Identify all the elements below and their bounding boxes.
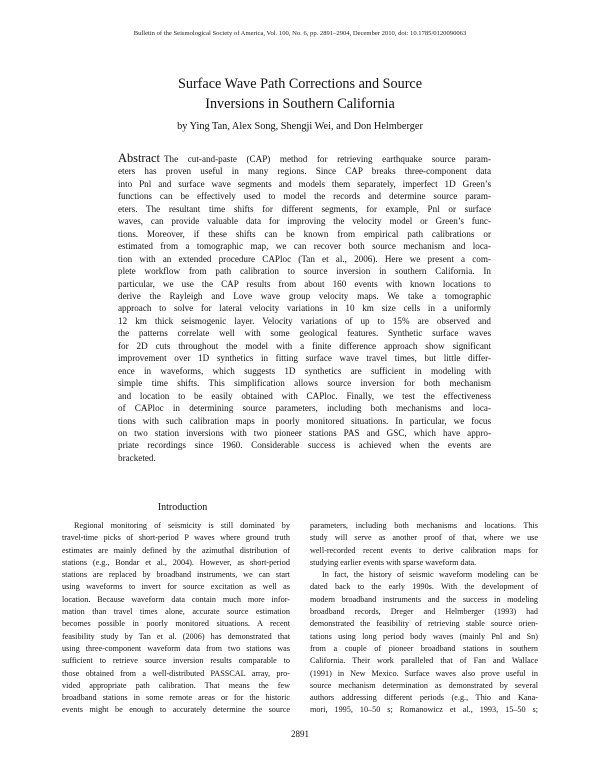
abstract-line: improvement over 1D synthetics in fitting surface wave travel times, but little differ-: [118, 353, 491, 364]
abstract-line: Abstract The cut-and-paste (CAP) method for retrieving earthquake source param-: [118, 151, 491, 165]
body-line: demonstrated the feasibility of retrieving stable source orien-: [310, 619, 538, 629]
body-line: using waveforms to invert for source excitation as well as: [62, 582, 290, 592]
abstract: [118, 152, 491, 464]
body-line: modern broadband instruments and the success in modeling: [310, 594, 538, 604]
abstract-line: on two station inversions with two pioneer stations PAS and GSC, which have appro-: [118, 427, 491, 438]
body-line: events might be enough to accurately determine the source: [62, 705, 290, 715]
abstract-line: waves, can provide valuable data for improving the velocity model or Green’s func-: [118, 216, 491, 227]
body-line: California. Their work paralleled that of Fan and Wallace: [310, 656, 538, 666]
abstract-line: for 2D cuts throughout the model with a finite difference approach show significant: [118, 340, 491, 351]
body-line: source mechanism determination as demonstrated by several: [310, 680, 538, 690]
body-line: broadband records, Dreger and Helmberger (1993) had: [310, 607, 538, 617]
body-column-right: [310, 520, 538, 717]
body-line: tations using long period body waves (mainly Pnl and Sn): [310, 631, 538, 641]
paper-title: [0, 74, 600, 114]
body-line: using three-component waveform data from two stations was: [62, 643, 290, 653]
abstract-line: tions with such calibration maps in poorly monitored situations. In particular, we focus: [118, 415, 491, 426]
author-list: by Ying Tan, Alex Song, Shengji Wei, and Don Helmberger: [177, 121, 423, 132]
body-line: broadband stations in some remote areas or for the historic: [62, 693, 290, 703]
body-line: those obtained from a well-distributed PASSCAL array, pro-: [62, 668, 290, 678]
page-number: 2891: [291, 729, 309, 739]
section-heading-introduction: Introduction: [157, 502, 208, 513]
body-line: travel-time picks of short-period P waves where ground truth: [62, 533, 290, 543]
abstract-line: eters has proven useful in many regions. Since CAP breaks three-component data: [118, 166, 491, 177]
abstract-line: the patterns correlate well with some geological features. Synthetic surface waves: [118, 328, 491, 339]
body-column-left: [62, 520, 290, 717]
body-line: studying earlier events with sparse waveform data.: [310, 557, 477, 567]
abstract-line: priate recordings since 1960. Considerable success is achieved when the events are: [118, 440, 491, 451]
abstract-line: ence in waveforms, which suggests 1D synthetics are sufficient in modeling with: [118, 365, 491, 376]
body-line: feasibility study by Tan et al. (2006) has demonstrated that: [62, 631, 290, 641]
abstract-line: tions. Moreover, if these shifts can be known from empirical path calibrations or: [118, 228, 491, 239]
title-line-2: Inversions in Southern California: [205, 96, 395, 112]
body-line: mation than travel times alone, accurate source estimation: [62, 607, 290, 617]
abstract-line: functions can be effectively used to model the records and determine source param-: [118, 191, 491, 202]
abstract-line: approach to solve for lateral velocity variations in 10 km size cells in a uniformly: [118, 303, 491, 314]
abstract-line: into Pnl and surface wave segments and models them separately, imperfect 1D Green’s: [118, 178, 491, 189]
journal-header: Bulletin of the Seismological Society of America, Vol. 100, No. 6, pp. 2891–2904, December 2010, doi: 10.1785/0120090063: [133, 30, 467, 37]
abstract-line: simple time shifts. This simplification allows source inversion for both mechanism: [118, 378, 491, 389]
body-line: stations are replaced by broadband instruments, we can start: [62, 570, 290, 580]
abstract-line: plete workflow from path calibration to source inversion in southern California. In: [118, 266, 491, 277]
body-line: parameters, including both mechanisms and locations. This: [310, 521, 538, 530]
body-line: well-recorded recent events to derive calibration maps for: [310, 545, 538, 555]
abstract-line: particular, we use the CAP results from about 160 events with known locations to: [118, 278, 491, 289]
abstract-line: 12 km thick seismogenic layer. Velocity variations of up to 15% are observed and: [118, 315, 491, 326]
body-line: authors addressing different periods (e.g., Thio and Kana-: [310, 693, 538, 703]
abstract-line: derive the Rayleigh and Love wave group velocity maps. We take a tomographic: [118, 290, 491, 301]
title-line-1: Surface Wave Path Corrections and Source: [177, 76, 423, 92]
abstract-line: bracketed.: [118, 452, 156, 463]
body-line: from a couple of pioneer broadband stations in southern: [310, 643, 538, 653]
abstract-line: tion with an extended procedure CAPloc (Tan et al., 2006). Here we present a com-: [118, 253, 491, 264]
body-line: estimates are mainly defined by the azimuthal distribution of: [62, 545, 290, 555]
body-line: In fact, the history of seismic waveform modeling can be: [322, 570, 538, 580]
abstract-line: eters. The resultant time shifts for different segments, for example, Pnl or surface: [118, 203, 491, 214]
body-line: becomes possible in poorly monitored situations. A recent: [62, 619, 290, 629]
body-line: study will serve as another proof of that, where we use: [310, 533, 538, 543]
body-line: location. Because waveform data contain much more infor-: [62, 594, 290, 604]
body-line: mori, 1995, 10–50 s; Romanowicz et al., 1993, 15–50 s;: [310, 705, 538, 715]
body-line: Regional monitoring of seismicity is still dominated by: [74, 521, 290, 530]
body-line: stations (e.g., Bondar et al., 2004). However, as short-period: [62, 557, 290, 567]
abstract-line: of CAPloc in determining source parameters, including both mechanisms and loca-: [118, 403, 491, 414]
body-line: sufficient to retrieve source inversion results comparable to: [62, 656, 290, 666]
body-line: dated back to the early 1990s. With the development of: [310, 582, 538, 592]
body-line: vided appropriate path calibration. That means the few: [62, 680, 290, 690]
abstract-label: Abstract: [118, 151, 160, 165]
abstract-line: and location to be easily obtained with CAPloc. Finally, we test the effectiveness: [118, 390, 491, 401]
abstract-line: estimated from a tomographic map, we can recover both source mechanism and loca-: [118, 241, 491, 252]
body-line: (1991) in New Mexico. Surface waves also prove useful in: [310, 668, 538, 678]
